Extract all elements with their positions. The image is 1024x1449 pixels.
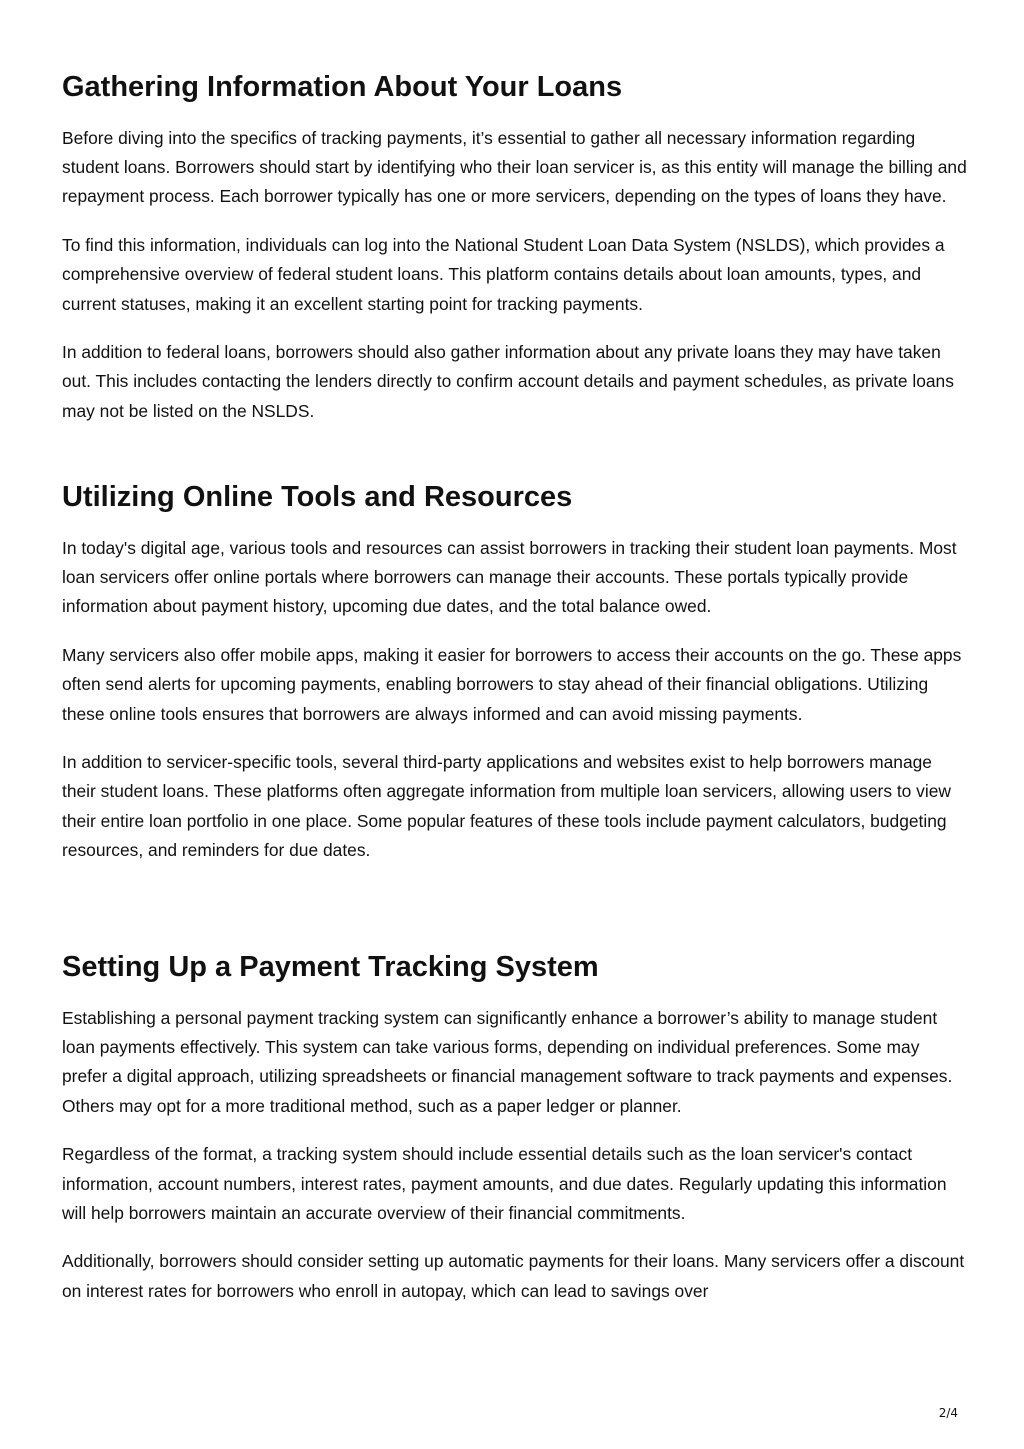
section-payment-tracking-system (62, 949, 967, 1306)
paragraph: Before diving into the specifics of tracking payments, it’s essential to gather all necessary information regarding student loans. Borrowers should start by identifying who their loan servicer is, as this entity will manage the billing and repayment process. Each borrower typically has one or more servicers, depending on the types of loans they have. (62, 128, 967, 207)
section-gathering-information (62, 69, 967, 426)
paragraph: To find this information, individuals can log into the National Student Loan Data System (NSLDS), which provides a comprehensive overview of federal student loans. This platform contains details about loan amounts, types, and current statuses, making it an excellent starting point for tracking payments. (62, 235, 945, 314)
paragraph: In today's digital age, various tools and resources can assist borrowers in tracking their student loan payments. Most loan servicers offer online portals where borrowers can manage their accounts. These portals typically provide information about payment history, upcoming due dates, and the total balance owed. (62, 538, 957, 617)
section-heading: Setting Up a Payment Tracking System (62, 951, 599, 983)
section-heading: Utilizing Online Tools and Resources (62, 481, 573, 513)
section-heading: Gathering Information About Your Loans (62, 71, 623, 103)
paragraph: In addition to servicer-specific tools, several third-party applications and websites exist to help borrowers manage their student loans. These platforms often aggregate information from multiple loan servicers, allowing users to view their entire loan portfolio in one place. Some popular features of these tools include payment calculators, budgeting resources, and reminders for due dates. (62, 752, 951, 860)
page-number: 2/4 (938, 1406, 958, 1420)
section-online-tools (62, 479, 967, 865)
paragraph: Additionally, borrowers should consider setting up automatic payments for their loans. Many servicers offer a discount on interest rates for borrowers who enroll in autopay, which can lead to savings over (62, 1251, 965, 1301)
paragraph: Many servicers also offer mobile apps, making it easier for borrowers to access their accounts on the go. These apps often send alerts for upcoming payments, enabling borrowers to stay ahead of their financial obligations. Utilizing these online tools ensures that borrowers are always informed and can avoid missing payments. (62, 645, 962, 724)
paragraph: Regardless of the format, a tracking system should include essential details such as the loan servicer's contact information, account numbers, interest rates, payment amounts, and due dates. Regularly updating this information will help borrowers maintain an accurate overview of their financial commitments. (62, 1144, 947, 1223)
paragraph: In addition to federal loans, borrowers should also gather information about any private loans they may have taken out. This includes contacting the lenders directly to confirm account details and payment schedules, as private loans may not be listed on the NSLDS. (62, 342, 954, 421)
paragraph: Establishing a personal payment tracking system can significantly enhance a borrower’s ability to manage student loan payments effectively. This system can take various forms, depending on individual preferences. Some may prefer a digital approach, utilizing spreadsheets or financial management software to track payments and expenses. Others may opt for a more traditional method, such as a paper ledger or planner. (62, 1008, 953, 1116)
